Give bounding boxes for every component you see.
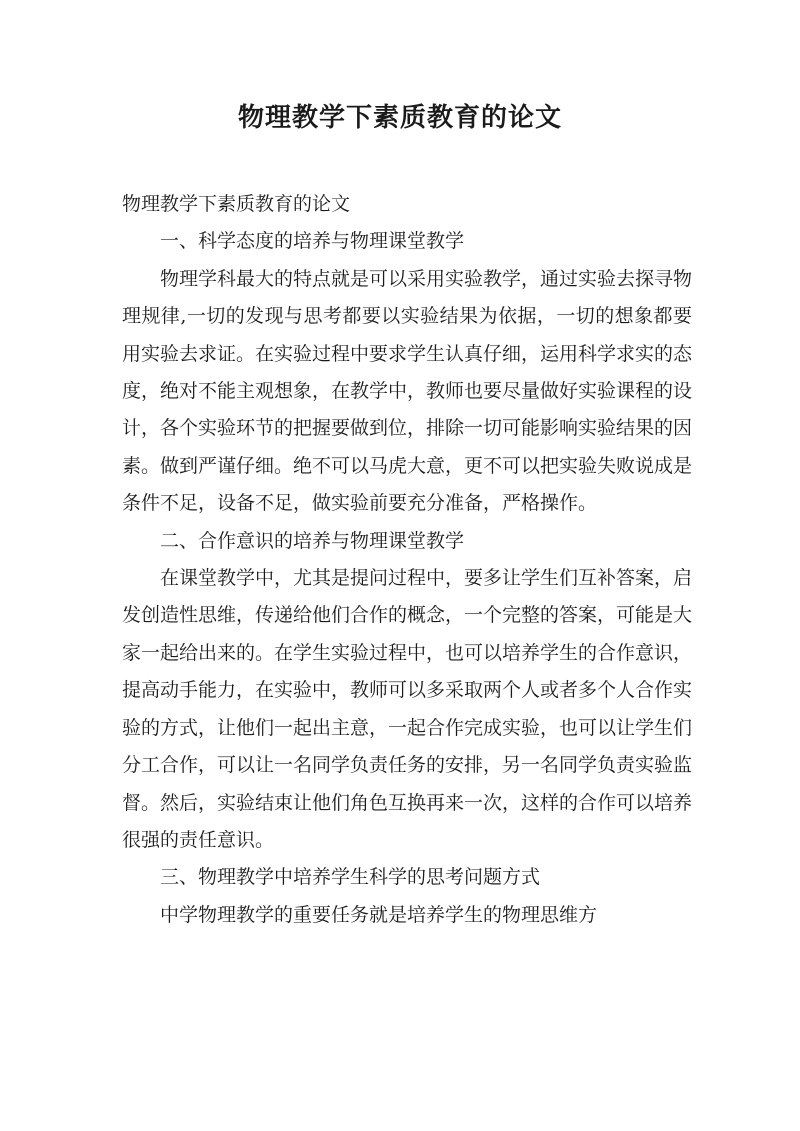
section-heading-1: 一、科学态度的培养与物理课堂教学 [160,230,465,253]
paragraph-3: 中学物理教学的重要任务就是培养学生的物理思维方 [160,903,598,926]
paragraph-1: 物理学科最大的特点就是可以采用实验教学，通过实验去探寻物理规律,一切的发现与思考都要以实验结果为依据，一切的想象都要用实验去求证。在实验过程中要求学生认真仔细，运用科学求实的态度，绝对不能主观想象，在教学中，教师也要尽量做好实验课程的设计，各个实验环节的把握要做到位，排除一切可能影响实验结果的因素。做到严谨仔细。绝不可以马虎大意，更不可以把实验失败说成是条件不足，设备不足，做实验前要充分准备，严格操作。 [122,267,693,515]
document-body [122,186,692,934]
document-title: 物理教学下素质教育的论文 [237,103,562,133]
section-heading-3: 三、物理教学中培养学生科学的思考问题方式 [160,866,541,889]
paragraph-2: 在课堂教学中，尤其是提问过程中，要多让学生们互补答案，启发创造性思维，传递给他们合作的概念，一个完整的答案，可能是大家一起给出来的。在学生实验过程中，也可以培养学生的合作意识，提高动手能力，在实验中，教师可以多采取两个人或者多个人合作实验的方式，让他们一起出主意，一起合作完成实验，也可以让学生们分工合作，可以让一名同学负责任务的安排，另一名同学负责实验监督。然后，实验结束让他们角色互换再来一次，这样的合作可以培养很强的责任意识。 [122,567,693,851]
lead-line: 物理教学下素质教育的论文 [122,193,351,215]
section-heading-2: 二、合作意识的培养与物理课堂教学 [160,529,465,552]
